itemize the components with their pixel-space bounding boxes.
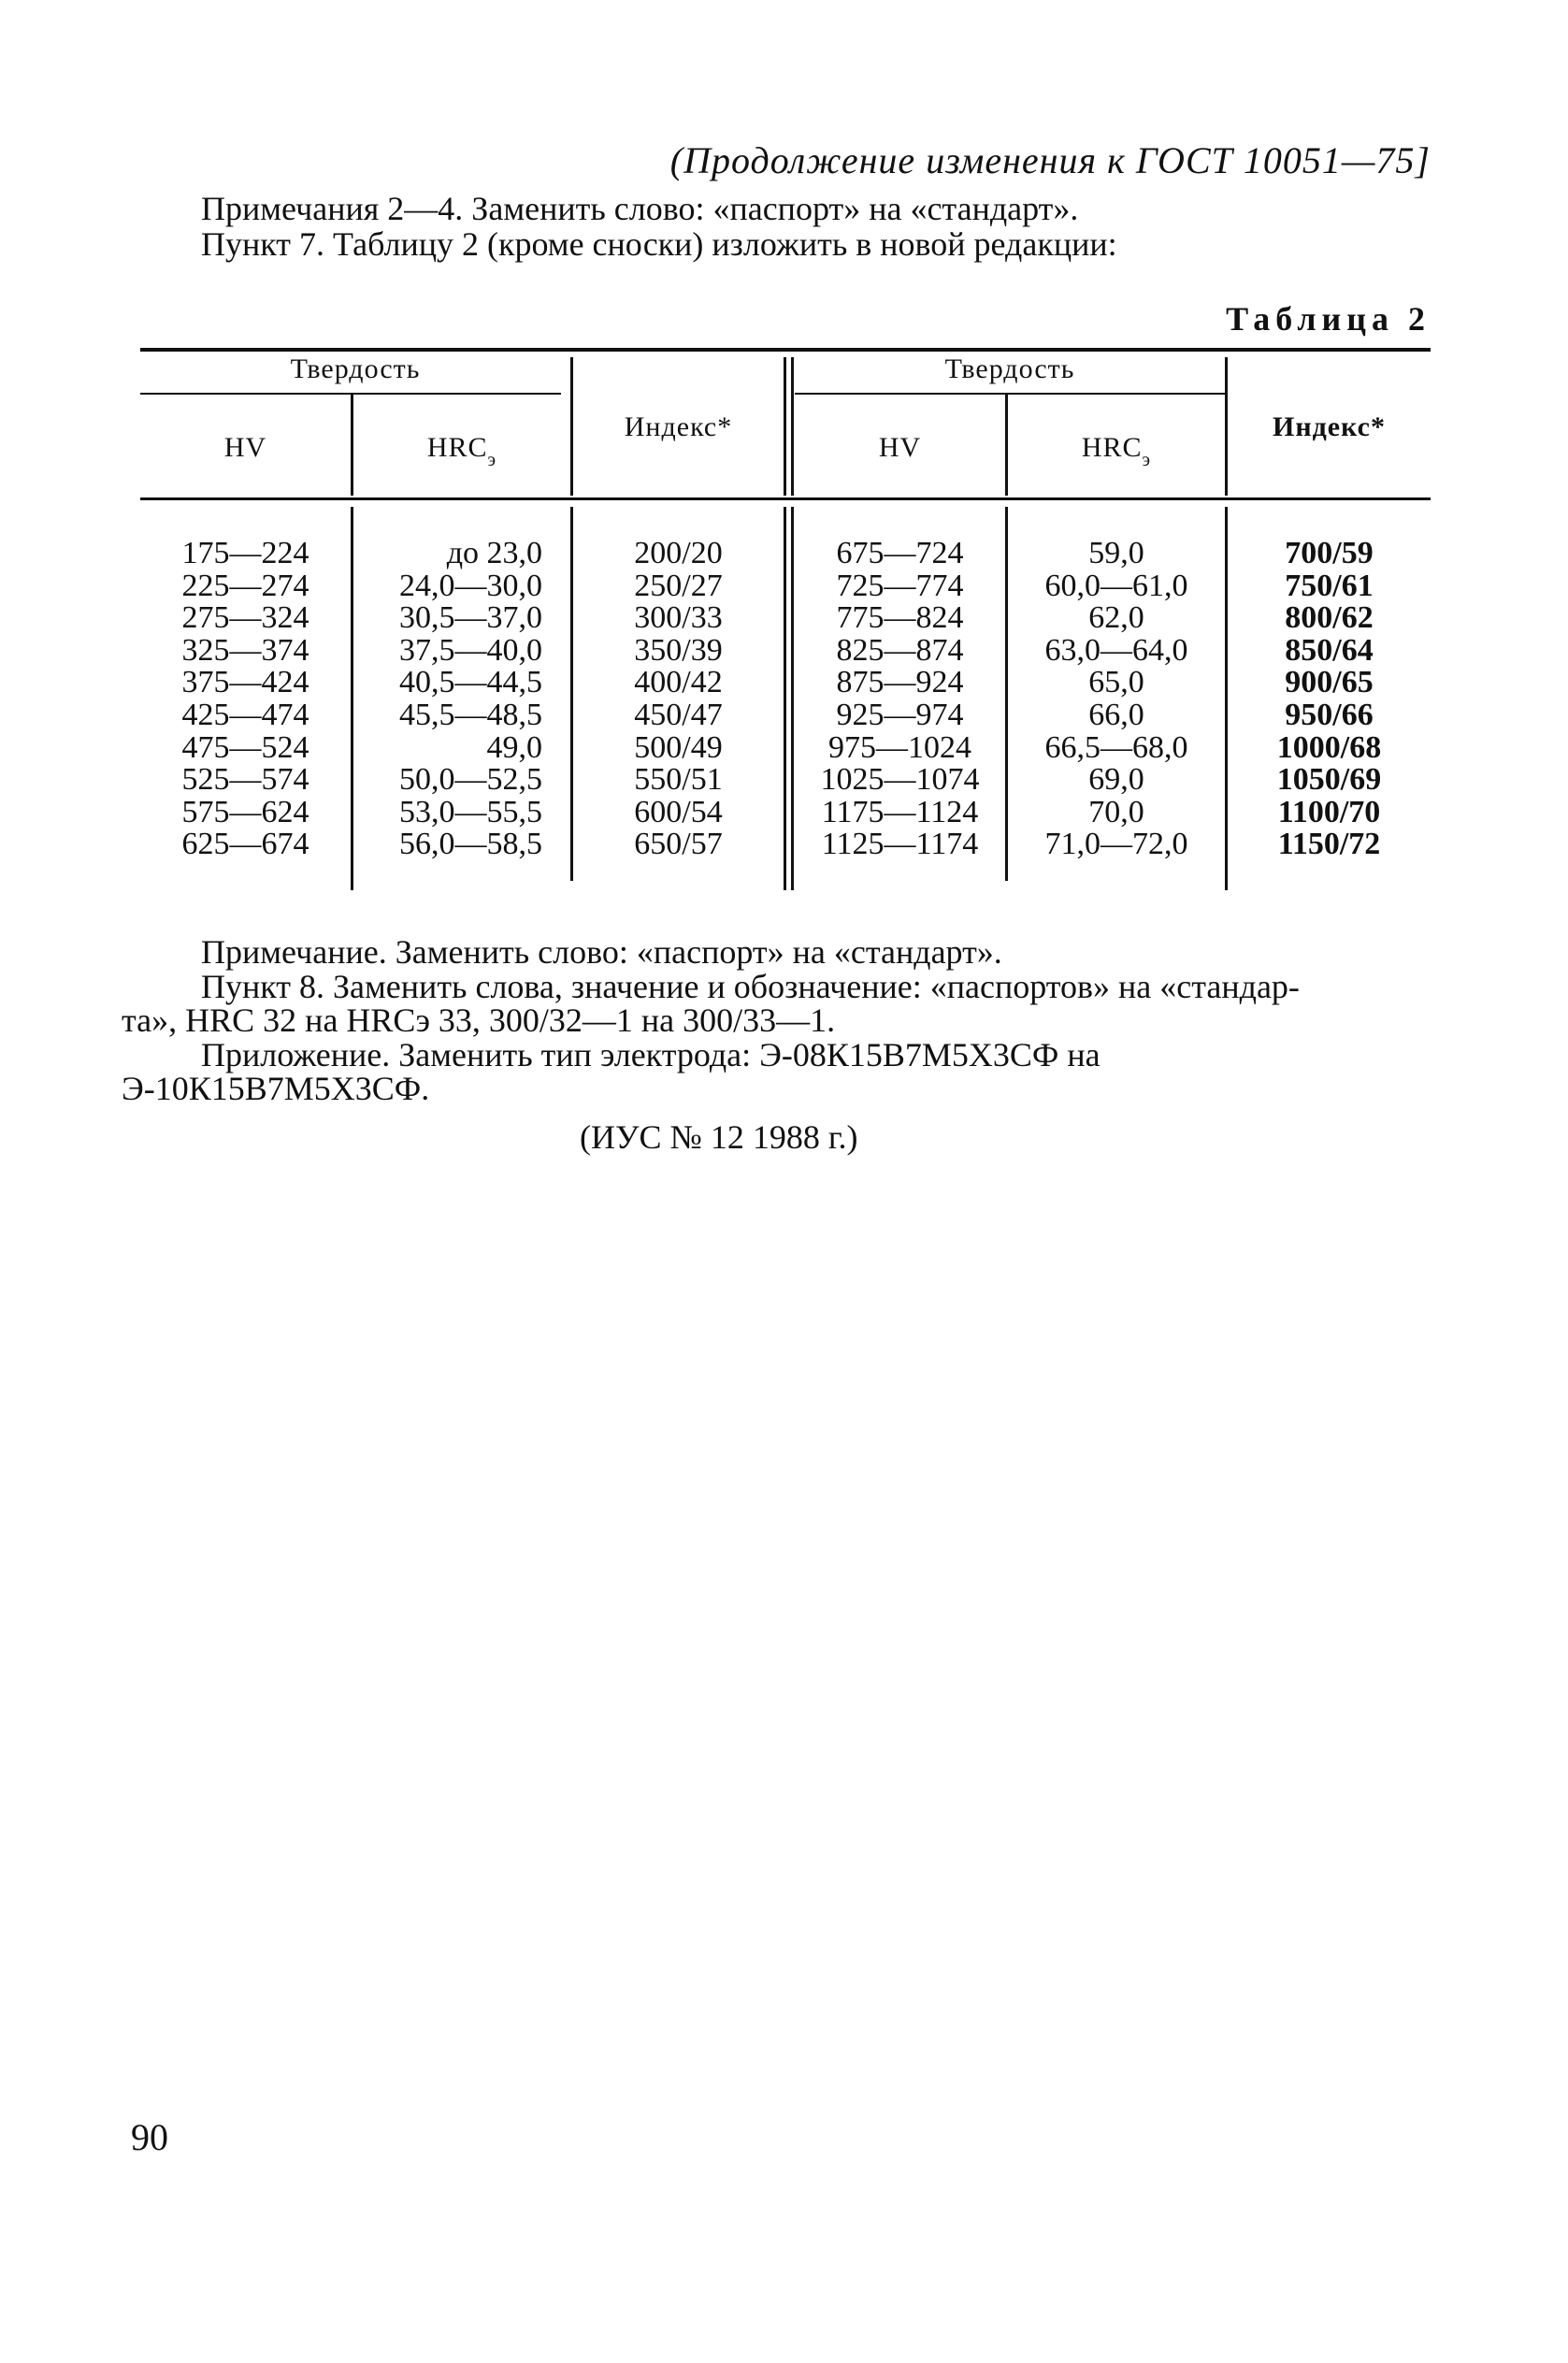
table-cell: 37,5—40,0 — [399, 632, 542, 668]
page-number: 90 — [131, 2116, 168, 2158]
table-cell: 700/59 — [1285, 536, 1374, 570]
col-hv-left — [140, 538, 351, 861]
table-cell: 375—424 — [181, 665, 309, 700]
table-cell: 69,0 — [1088, 762, 1144, 798]
table-cell: 600/54 — [634, 794, 723, 829]
header-double-divider-b — [791, 357, 794, 496]
header-double-divider-a — [784, 357, 786, 496]
intro-line-2: Пункт 7. Таблицу 2 (кроме сноски) изложить в новой редакции: — [201, 225, 1117, 263]
table-cell: 275—324 — [181, 600, 309, 636]
table-cell: 950/66 — [1285, 697, 1374, 732]
col-hrc-right — [1008, 538, 1225, 861]
table-cell: до 23,0 — [446, 536, 542, 570]
table-cell: 850/64 — [1285, 632, 1374, 668]
table-cell: 300/33 — [634, 600, 723, 636]
table-cell: 250/27 — [634, 568, 723, 603]
table-cell: 450/47 — [634, 697, 723, 732]
right-index-header: Индекс* — [1273, 411, 1386, 442]
col-hv-right — [795, 538, 1005, 861]
table-cell: 1175—1124 — [821, 794, 979, 829]
table-cell: 825—874 — [836, 632, 964, 668]
table-cell: 62,0 — [1088, 600, 1144, 636]
table-cell: 49,0 — [486, 729, 542, 765]
table-cell: 56,0—58,5 — [399, 827, 542, 862]
table-cell: 775—824 — [836, 600, 964, 636]
table-cell: 1025—1074 — [820, 762, 980, 798]
table-cell: 63,0—64,0 — [1044, 632, 1188, 668]
table-cell: 875—924 — [836, 665, 964, 700]
left-hardness-header: Твердость — [290, 353, 421, 384]
table-cell: 1050/69 — [1276, 762, 1382, 798]
table-cell: 400/42 — [634, 665, 723, 700]
table-cell: 50,0—52,5 — [399, 762, 542, 798]
appendix-line-2: Э-10К15В7М5Х3СФ. — [122, 1070, 430, 1107]
table-cell: 475—524 — [181, 729, 309, 765]
table-cell: 24,0—30,0 — [399, 568, 542, 603]
table-cell: 53,0—55,5 — [399, 794, 542, 829]
table-cell: 900/65 — [1285, 665, 1374, 700]
point8-line-1: Пункт 8. Заменить слова, значение и обозначение: «паспортов» на «стандар- — [201, 968, 1300, 1005]
table-cell: 325—374 — [181, 632, 309, 668]
table-cell: 675—724 — [836, 536, 964, 570]
right-hardness-header: Твердость — [944, 353, 1075, 384]
body-double-divider-b — [791, 507, 794, 890]
right-group-rule — [795, 393, 1225, 395]
right-hv-header: HV — [878, 432, 922, 463]
table-cell: 1150/72 — [1277, 827, 1381, 862]
table-cell: 625—674 — [181, 827, 309, 862]
table-cell: 175—224 — [181, 536, 309, 570]
table-cell: 575—624 — [181, 794, 309, 829]
col-hrc-left — [353, 538, 542, 861]
left-hrc-header: $HRC_э$ — [426, 432, 497, 470]
table-cell: 66,5—68,0 — [1044, 729, 1188, 765]
table-cell: 650/57 — [634, 827, 723, 862]
table-cell: 550/51 — [634, 762, 723, 798]
table-caption: Таблица 2 — [1226, 300, 1431, 338]
note-line: Примечание. Заменить слово: «паспорт» на «стандарт». — [201, 933, 1002, 971]
appendix-line-1: Приложение. Заменить тип электрода: Э-08К15В7М5Х3СФ на — [201, 1036, 1100, 1073]
col-index-left — [573, 538, 784, 861]
table-cell: 1000/68 — [1276, 729, 1382, 765]
table-cell: 70,0 — [1088, 794, 1144, 829]
table-cell: 45,5—48,5 — [399, 697, 542, 732]
table-cell: 350/39 — [634, 632, 723, 668]
table-cell: 525—574 — [181, 762, 309, 798]
table-cell: 200/20 — [634, 536, 723, 570]
table-cell: 225—274 — [181, 568, 309, 603]
header-bottom-rule — [140, 497, 1431, 500]
table-cell: 65,0 — [1088, 665, 1144, 700]
intro-line-1: Примечания 2—4. Заменить слово: «паспорт» на «стандарт». — [201, 190, 1079, 227]
source-reference: (ИУС № 12 1988 г.) — [580, 1118, 858, 1156]
table-cell: 725—774 — [836, 568, 964, 603]
table-cell: 66,0 — [1088, 697, 1144, 732]
right-hrc-header: $HRC_э$ — [1081, 432, 1152, 470]
table-cell: 71,0—72,0 — [1044, 827, 1188, 862]
table-cell: 59,0 — [1088, 536, 1144, 570]
continuation-header: (Продолжение изменения к ГОСТ 10051—75] — [669, 139, 1431, 181]
table-top-rule — [140, 348, 1431, 352]
left-index-header: Индекс* — [624, 411, 733, 442]
table-cell: 800/62 — [1285, 600, 1374, 636]
table-cell: 750/61 — [1285, 568, 1374, 603]
table-cell: 975—1024 — [828, 729, 971, 765]
table-cell: 30,5—37,0 — [399, 600, 542, 636]
table-cell: 40,5—44,5 — [399, 665, 542, 700]
table-cell: 425—474 — [181, 697, 309, 732]
table-cell: 500/49 — [634, 729, 723, 765]
table-cell: 925—974 — [836, 697, 964, 732]
body-double-divider-a — [784, 507, 786, 890]
left-hv-header: HV — [223, 432, 267, 463]
col-index-right — [1228, 538, 1431, 861]
point8-line-2: та», HRC 32 на HRCэ 33, 300/32—1 на 300/33—1. — [122, 1001, 836, 1039]
table-cell: 60,0—61,0 — [1044, 568, 1188, 603]
table-cell: 1125—1174 — [821, 827, 979, 862]
table-cell: 1100/70 — [1277, 794, 1381, 829]
